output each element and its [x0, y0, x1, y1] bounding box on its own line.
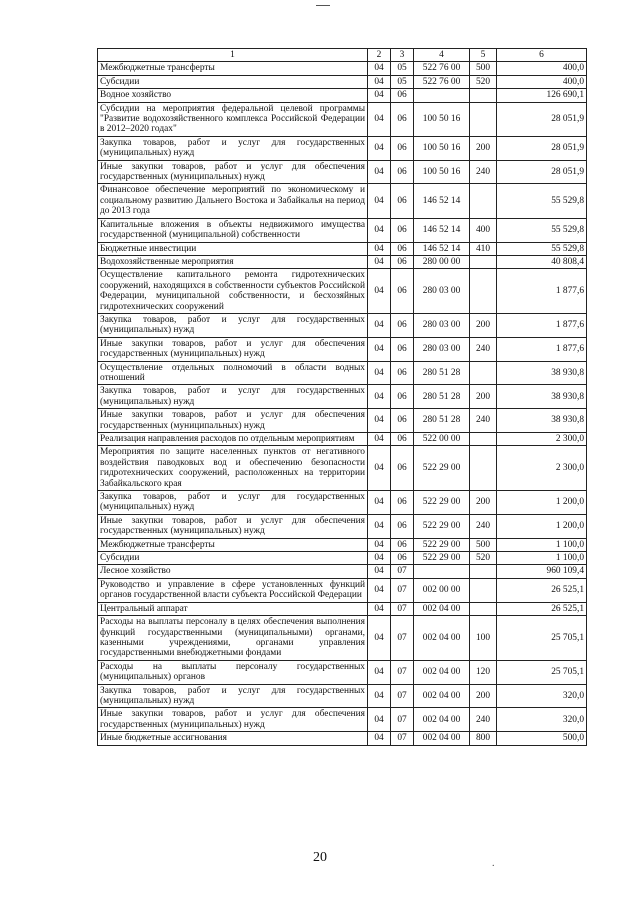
row-subsection: 07	[391, 616, 414, 661]
row-name: Субсидии на мероприятия федеральной целевой программы "Развитие водохозяйственного комплекса Российской Федерации в 2012–2020 годах"	[98, 102, 368, 136]
row-target-article: 522 76 00	[414, 75, 470, 88]
table-row	[98, 255, 587, 268]
row-name: Осуществление отдельных полномочий в области водных отношений	[98, 361, 368, 385]
row-expense-type	[470, 102, 497, 136]
row-subsection: 07	[391, 708, 414, 732]
row-expense-type: 520	[470, 75, 497, 88]
row-amount: 320,0	[497, 684, 587, 708]
row-subsection: 06	[391, 433, 414, 446]
row-subsection: 06	[391, 514, 414, 538]
table-row	[98, 242, 587, 255]
row-expense-type	[470, 565, 497, 578]
row-target-article: 100 50 16	[414, 102, 470, 136]
row-expense-type: 400	[470, 218, 497, 242]
header-cell-2: 2	[368, 49, 391, 62]
row-amount: 55 529,8	[497, 184, 587, 218]
row-expense-type: 240	[470, 514, 497, 538]
table-row	[98, 385, 587, 409]
row-expense-type: 200	[470, 313, 497, 337]
row-amount: 1 200,0	[497, 491, 587, 515]
row-section: 04	[368, 255, 391, 268]
row-name: Водное хозяйство	[98, 89, 368, 102]
row-section: 04	[368, 684, 391, 708]
row-name: Лесное хозяйство	[98, 565, 368, 578]
table-row	[98, 361, 587, 385]
table-row	[98, 269, 587, 314]
row-amount: 38 930,8	[497, 385, 587, 409]
row-subsection: 07	[391, 732, 414, 745]
row-amount: 400,0	[497, 75, 587, 88]
table-row	[98, 75, 587, 88]
row-expense-type: 120	[470, 660, 497, 684]
row-expense-type	[470, 89, 497, 102]
row-section: 04	[368, 565, 391, 578]
row-section: 04	[368, 218, 391, 242]
row-target-article: 100 50 16	[414, 160, 470, 184]
table-row	[98, 184, 587, 218]
row-subsection: 06	[391, 409, 414, 433]
page-number: 20	[313, 850, 327, 865]
table-row	[98, 102, 587, 136]
row-subsection: 06	[391, 269, 414, 314]
budget-table	[97, 48, 587, 746]
row-target-article: 146 52 14	[414, 218, 470, 242]
row-amount: 55 529,8	[497, 218, 587, 242]
row-name: Закупка товаров, работ и услуг для государственных (муниципальных) нужд	[98, 136, 368, 160]
row-name: Капитальные вложения в объекты недвижимого имущества государственной (муниципальной) собственности	[98, 218, 368, 242]
table-row	[98, 538, 587, 551]
row-amount: 28 051,9	[497, 160, 587, 184]
table-row	[98, 708, 587, 732]
row-target-article: 146 52 14	[414, 184, 470, 218]
row-section: 04	[368, 732, 391, 745]
row-subsection: 06	[391, 184, 414, 218]
row-expense-type: 500	[470, 538, 497, 551]
row-name: Межбюджетные трансферты	[98, 538, 368, 551]
row-expense-type	[470, 446, 497, 491]
row-section: 04	[368, 409, 391, 433]
row-name: Закупка товаров, работ и услуг для государственных (муниципальных) нужд	[98, 385, 368, 409]
row-subsection: 07	[391, 660, 414, 684]
row-section: 04	[368, 136, 391, 160]
row-target-article: 002 04 00	[414, 616, 470, 661]
row-amount: 2 300,0	[497, 433, 587, 446]
scan-mark-bottom: .	[492, 858, 495, 869]
row-amount: 1 100,0	[497, 552, 587, 565]
row-target-article: 002 00 00	[414, 578, 470, 602]
row-target-article: 522 29 00	[414, 514, 470, 538]
row-subsection: 07	[391, 578, 414, 602]
table-row	[98, 62, 587, 75]
row-name: Расходы на выплаты персоналу государственных (муниципальных) органов	[98, 660, 368, 684]
row-subsection: 06	[391, 385, 414, 409]
row-expense-type: 520	[470, 552, 497, 565]
row-section: 04	[368, 446, 391, 491]
row-target-article: 280 51 28	[414, 409, 470, 433]
row-name: Закупка товаров, работ и услуг для государственных (муниципальных) нужд	[98, 313, 368, 337]
row-name: Субсидии	[98, 75, 368, 88]
row-expense-type: 200	[470, 491, 497, 515]
table-row	[98, 602, 587, 615]
row-amount: 28 051,9	[497, 102, 587, 136]
table-row	[98, 433, 587, 446]
table-row	[98, 514, 587, 538]
row-section: 04	[368, 578, 391, 602]
row-subsection: 06	[391, 89, 414, 102]
row-section: 04	[368, 602, 391, 615]
row-name: Субсидии	[98, 552, 368, 565]
row-target-article: 002 04 00	[414, 684, 470, 708]
row-target-article: 002 04 00	[414, 602, 470, 615]
row-amount: 960 109,4	[497, 565, 587, 578]
row-name: Бюджетные инвестиции	[98, 242, 368, 255]
row-expense-type	[470, 578, 497, 602]
row-name: Иные бюджетные ассигнования	[98, 732, 368, 745]
row-target-article: 280 51 28	[414, 361, 470, 385]
row-subsection: 06	[391, 552, 414, 565]
row-name: Мероприятия по защите населенных пунктов от негативного воздействия паводковых вод и обеспечению безопасности гидротехнических сооружений, расположенных на территории Забайкальского края	[98, 446, 368, 491]
table-row	[98, 732, 587, 745]
row-section: 04	[368, 552, 391, 565]
row-name: Иные закупки товаров, работ и услуг для обеспечения государственных (муниципальных) нужд	[98, 160, 368, 184]
row-subsection: 06	[391, 337, 414, 361]
row-target-article: 002 04 00	[414, 732, 470, 745]
row-target-article: 002 04 00	[414, 708, 470, 732]
row-expense-type: 800	[470, 732, 497, 745]
row-amount: 38 930,8	[497, 409, 587, 433]
row-amount: 320,0	[497, 708, 587, 732]
row-section: 04	[368, 708, 391, 732]
row-amount: 1 200,0	[497, 514, 587, 538]
row-amount: 400,0	[497, 62, 587, 75]
row-expense-type: 200	[470, 684, 497, 708]
header-cell-6: 6	[497, 49, 587, 62]
row-expense-type: 240	[470, 160, 497, 184]
row-amount: 55 529,8	[497, 242, 587, 255]
row-name: Центральный аппарат	[98, 602, 368, 615]
row-subsection: 07	[391, 565, 414, 578]
row-subsection: 06	[391, 446, 414, 491]
row-expense-type	[470, 255, 497, 268]
row-amount: 2 300,0	[497, 446, 587, 491]
header-cell-3: 3	[391, 49, 414, 62]
row-amount: 126 690,1	[497, 89, 587, 102]
row-expense-type: 100	[470, 616, 497, 661]
row-section: 04	[368, 361, 391, 385]
table-row	[98, 684, 587, 708]
row-name: Межбюджетные трансферты	[98, 62, 368, 75]
row-target-article: 280 03 00	[414, 269, 470, 314]
table-row	[98, 552, 587, 565]
row-subsection: 07	[391, 602, 414, 615]
row-name: Финансовое обеспечение мероприятий по экономическому и социальному развитию Дальнего Востока и Забайкалья на период до 2013 года	[98, 184, 368, 218]
row-expense-type	[470, 361, 497, 385]
table-row	[98, 660, 587, 684]
table-row	[98, 337, 587, 361]
row-expense-type: 200	[470, 385, 497, 409]
row-section: 04	[368, 514, 391, 538]
row-section: 04	[368, 62, 391, 75]
row-amount: 500,0	[497, 732, 587, 745]
row-section: 04	[368, 242, 391, 255]
row-target-article: 522 00 00	[414, 433, 470, 446]
row-subsection: 06	[391, 538, 414, 551]
row-section: 04	[368, 184, 391, 218]
row-expense-type: 200	[470, 136, 497, 160]
header-cell-4: 4	[414, 49, 470, 62]
row-name: Закупка товаров, работ и услуг для государственных (муниципальных) нужд	[98, 491, 368, 515]
row-section: 04	[368, 89, 391, 102]
row-name: Иные закупки товаров, работ и услуг для обеспечения государственных (муниципальных) нужд	[98, 409, 368, 433]
row-subsection: 06	[391, 136, 414, 160]
row-target-article	[414, 565, 470, 578]
table-row	[98, 218, 587, 242]
row-subsection: 05	[391, 75, 414, 88]
table-row	[98, 313, 587, 337]
row-expense-type	[470, 184, 497, 218]
row-amount: 38 930,8	[497, 361, 587, 385]
row-expense-type	[470, 433, 497, 446]
table-row	[98, 565, 587, 578]
row-subsection: 06	[391, 255, 414, 268]
row-target-article: 280 00 00	[414, 255, 470, 268]
table-row	[98, 616, 587, 661]
table-row	[98, 446, 587, 491]
row-section: 04	[368, 337, 391, 361]
header-cell-1: 1	[98, 49, 368, 62]
row-subsection: 06	[391, 102, 414, 136]
row-name: Иные закупки товаров, работ и услуг для обеспечения государственных (муниципальных) нужд	[98, 337, 368, 361]
row-name: Водохозяйственные мероприятия	[98, 255, 368, 268]
row-section: 04	[368, 385, 391, 409]
row-name: Расходы на выплаты персоналу в целях обеспечения выполнения функций государственными (муниципальными) органами, казенными учреждениями, органами управления государственными внебюджетными фондами	[98, 616, 368, 661]
row-target-article: 522 76 00	[414, 62, 470, 75]
row-amount: 1 877,6	[497, 269, 587, 314]
table-row	[98, 491, 587, 515]
row-target-article: 146 52 14	[414, 242, 470, 255]
row-amount: 25 705,1	[497, 660, 587, 684]
row-expense-type: 240	[470, 409, 497, 433]
row-amount: 26 525,1	[497, 578, 587, 602]
row-target-article: 280 03 00	[414, 337, 470, 361]
row-expense-type: 240	[470, 337, 497, 361]
row-target-article: 280 03 00	[414, 313, 470, 337]
row-expense-type: 500	[470, 62, 497, 75]
row-amount: 40 808,4	[497, 255, 587, 268]
row-section: 04	[368, 75, 391, 88]
row-name: Иные закупки товаров, работ и услуг для обеспечения государственных (муниципальных) нужд	[98, 514, 368, 538]
row-amount: 26 525,1	[497, 602, 587, 615]
table-row	[98, 160, 587, 184]
row-name: Реализация направления расходов по отдельным мероприятиям	[98, 433, 368, 446]
row-name: Руководство и управление в сфере установленных функций органов государственной власти субъекта Российской Федерации	[98, 578, 368, 602]
row-section: 04	[368, 433, 391, 446]
row-expense-type: 240	[470, 708, 497, 732]
table-row	[98, 578, 587, 602]
row-section: 04	[368, 313, 391, 337]
row-target-article: 522 29 00	[414, 446, 470, 491]
table-row	[98, 136, 587, 160]
row-target-article: 522 29 00	[414, 491, 470, 515]
row-expense-type: 410	[470, 242, 497, 255]
table-row	[98, 89, 587, 102]
row-amount: 1 877,6	[497, 313, 587, 337]
row-target-article	[414, 89, 470, 102]
row-target-article: 522 29 00	[414, 538, 470, 551]
row-subsection: 06	[391, 160, 414, 184]
row-expense-type	[470, 269, 497, 314]
row-section: 04	[368, 491, 391, 515]
row-name: Осуществление капитального ремонта гидротехнических сооружений, находящихся в собственности субъектов Российской Федерации, муниципальной собственности, и бесхозяйных гидротехнических сооружений	[98, 269, 368, 314]
row-target-article: 002 04 00	[414, 660, 470, 684]
row-section: 04	[368, 660, 391, 684]
row-section: 04	[368, 160, 391, 184]
row-target-article: 280 51 28	[414, 385, 470, 409]
row-subsection: 07	[391, 684, 414, 708]
table-header-row	[98, 49, 587, 62]
row-name: Закупка товаров, работ и услуг для государственных (муниципальных) нужд	[98, 684, 368, 708]
row-target-article: 100 50 16	[414, 136, 470, 160]
row-expense-type	[470, 602, 497, 615]
row-subsection: 06	[391, 218, 414, 242]
row-name: Иные закупки товаров, работ и услуг для обеспечения государственных (муниципальных) нужд	[98, 708, 368, 732]
row-target-article: 522 29 00	[414, 552, 470, 565]
row-subsection: 06	[391, 242, 414, 255]
row-amount: 1 877,6	[497, 337, 587, 361]
row-amount: 25 705,1	[497, 616, 587, 661]
row-subsection: 06	[391, 361, 414, 385]
table-row	[98, 409, 587, 433]
row-subsection: 06	[391, 313, 414, 337]
row-section: 04	[368, 616, 391, 661]
row-section: 04	[368, 269, 391, 314]
row-section: 04	[368, 538, 391, 551]
row-amount: 1 100,0	[497, 538, 587, 551]
header-cell-5: 5	[470, 49, 497, 62]
row-subsection: 06	[391, 491, 414, 515]
row-section: 04	[368, 102, 391, 136]
row-subsection: 05	[391, 62, 414, 75]
row-amount: 28 051,9	[497, 136, 587, 160]
scan-mark-top	[316, 5, 330, 6]
